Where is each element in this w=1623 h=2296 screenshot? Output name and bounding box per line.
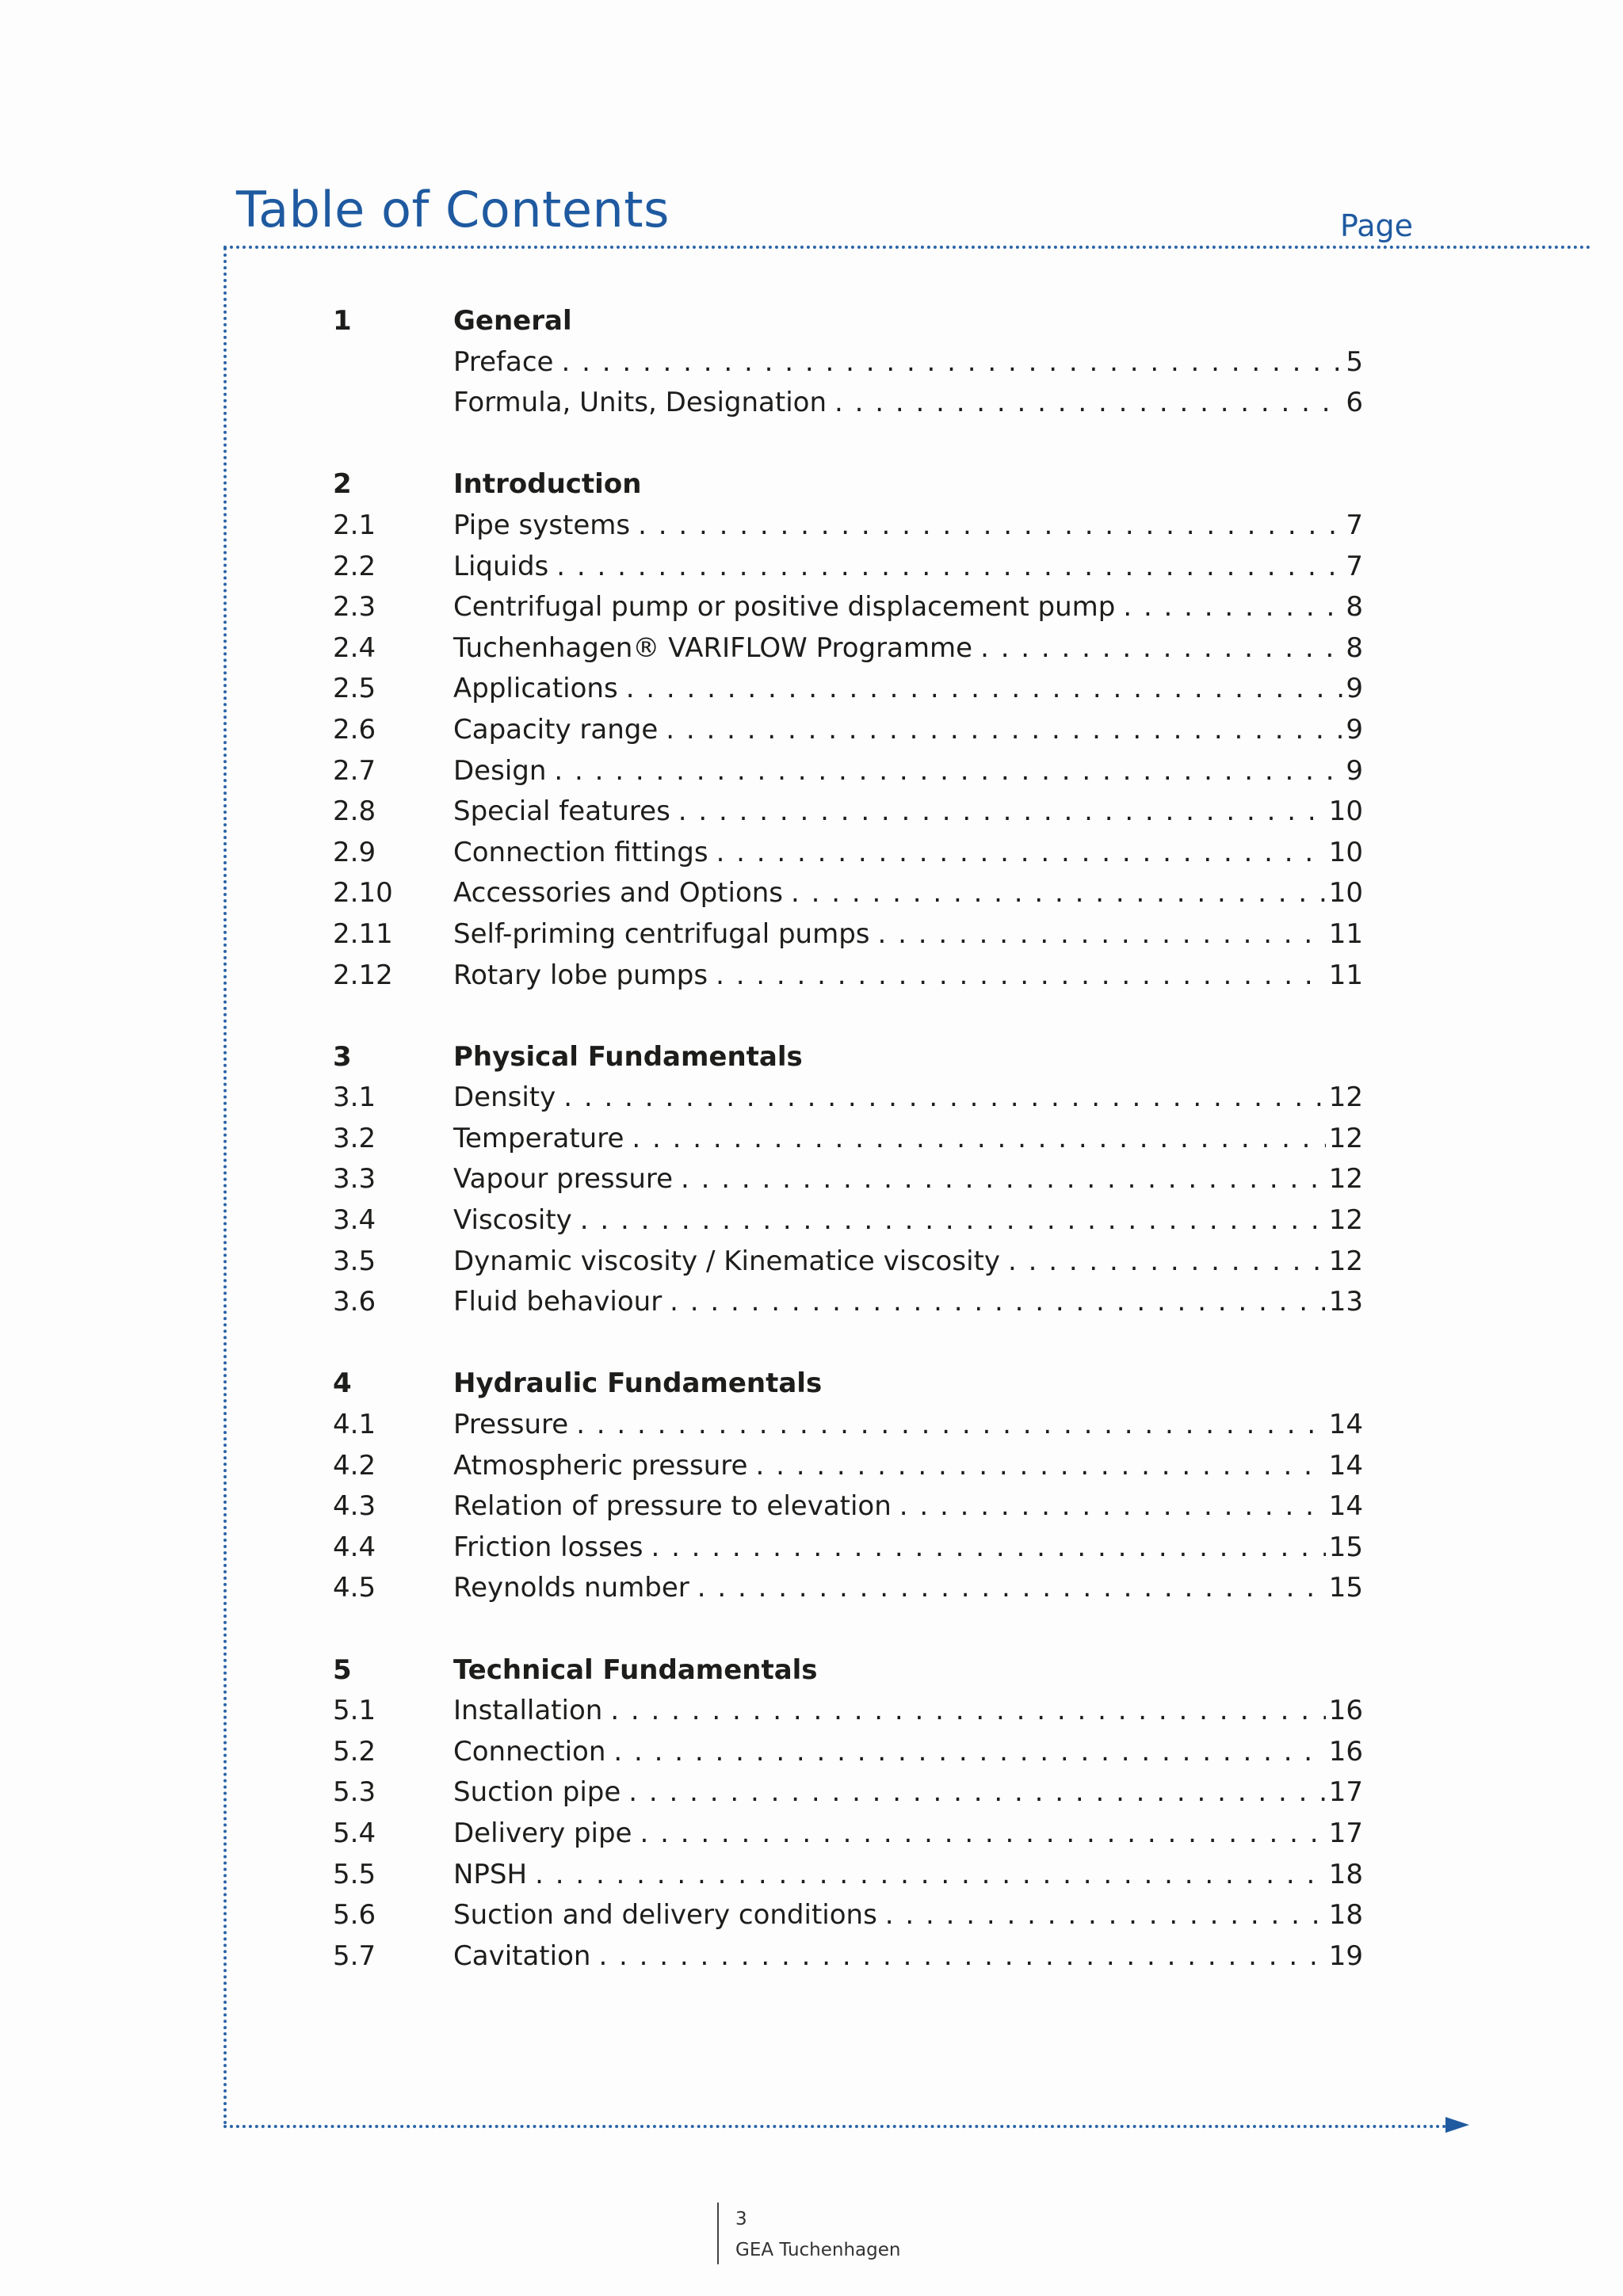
entry-page: 9 <box>1346 713 1363 746</box>
dot-leader <box>632 1119 1325 1160</box>
page-title: Table of Contents <box>236 181 670 238</box>
entry-label: Accessories and Options <box>453 877 784 910</box>
entry-number: 2.10 <box>333 877 393 910</box>
dot-leader <box>681 1159 1326 1200</box>
toc-entry[interactable] <box>333 1814 1363 1855</box>
section-number: 1 <box>333 305 352 337</box>
toc-entry[interactable] <box>333 669 1363 710</box>
entry-number: 3.2 <box>333 1122 376 1154</box>
entry-number: 2.3 <box>333 591 376 624</box>
section-heading[interactable] <box>333 1363 1363 1405</box>
entry-number: 2.5 <box>333 673 376 705</box>
toc-entry[interactable] <box>333 1241 1363 1283</box>
entry-page: 5 <box>1346 345 1363 378</box>
toc-entry[interactable] <box>333 547 1363 588</box>
entry-page: 6 <box>1346 387 1363 419</box>
entry-page: 17 <box>1328 1817 1363 1849</box>
section-number: 4 <box>333 1367 352 1400</box>
toc-section <box>333 464 1363 996</box>
toc-entry[interactable] <box>333 1936 1363 1978</box>
entry-page: 12 <box>1328 1245 1363 1277</box>
entry-page: 15 <box>1328 1531 1363 1563</box>
section-number: 2 <box>333 468 352 501</box>
dot-leader <box>554 751 1342 792</box>
entry-number: 4.2 <box>333 1449 376 1482</box>
entry-label: Temperature <box>453 1122 624 1154</box>
section-number: 3 <box>333 1040 352 1073</box>
toc-entry[interactable] <box>333 710 1363 751</box>
entry-label: Relation of pressure to elevation <box>453 1490 892 1523</box>
dot-leader <box>563 1077 1325 1119</box>
section-heading[interactable] <box>333 301 1363 342</box>
dot-leader <box>716 955 1326 997</box>
entry-number: 2.11 <box>333 917 393 950</box>
dot-leader <box>613 1732 1325 1773</box>
dot-leader <box>535 1855 1326 1896</box>
entry-label: Reynolds number <box>453 1572 689 1604</box>
toc-entry[interactable] <box>333 1119 1363 1160</box>
dot-leader <box>1123 587 1342 628</box>
toc-entry[interactable] <box>333 1527 1363 1569</box>
entry-label: Suction pipe <box>453 1776 621 1809</box>
dot-leader <box>716 833 1326 874</box>
toc-entry[interactable] <box>333 873 1363 914</box>
entry-number: 2.4 <box>333 631 376 664</box>
bottom-dotted-rule <box>223 2125 1447 2128</box>
entry-number: 5.3 <box>333 1776 376 1809</box>
entry-number: 5.6 <box>333 1899 376 1932</box>
entry-number: 2.7 <box>333 754 376 787</box>
entry-label: Atmospheric pressure <box>453 1449 748 1482</box>
toc-entry[interactable] <box>333 1772 1363 1814</box>
entry-label: Centrifugal pump or positive displacement pump <box>453 591 1116 624</box>
entry-number: 2.8 <box>333 795 376 828</box>
entry-number: 4.4 <box>333 1531 376 1563</box>
entry-label: Preface <box>453 345 554 378</box>
entry-label: Dynamic viscosity / Kinematice viscosity <box>453 1245 1000 1277</box>
entry-label: Self-priming centrifugal pumps <box>453 917 870 950</box>
entry-number: 3.6 <box>333 1286 376 1318</box>
entry-page: 14 <box>1328 1449 1363 1482</box>
dot-leader <box>576 1405 1326 1446</box>
toc-entry[interactable] <box>333 1568 1363 1609</box>
entry-page: 12 <box>1328 1122 1363 1154</box>
table-of-contents <box>333 301 1363 2018</box>
entry-label: Installation <box>453 1695 603 1727</box>
toc-entry[interactable] <box>333 1405 1363 1446</box>
entry-label: Pressure <box>453 1409 569 1441</box>
toc-entry[interactable] <box>333 587 1363 628</box>
page-column-label: Page <box>1340 208 1413 243</box>
entry-label: Capacity range <box>453 713 659 746</box>
entry-page: 12 <box>1328 1081 1363 1114</box>
entry-page: 8 <box>1346 631 1363 664</box>
toc-entry[interactable] <box>333 751 1363 792</box>
entry-number: 5.7 <box>333 1939 376 1972</box>
entry-page: 11 <box>1328 917 1363 950</box>
toc-section <box>333 301 1363 424</box>
toc-entry[interactable] <box>333 1732 1363 1773</box>
entry-number: 2.9 <box>333 836 376 868</box>
top-dotted-rule <box>223 246 1591 249</box>
toc-entry[interactable] <box>333 1282 1363 1323</box>
entry-label: Formula, Units, Designation <box>453 387 827 419</box>
entry-label: Viscosity <box>453 1204 572 1237</box>
toc-entry[interactable] <box>333 1486 1363 1527</box>
entry-label: Friction losses <box>453 1531 643 1563</box>
entry-number: 5.5 <box>333 1858 376 1890</box>
entry-page: 7 <box>1346 509 1363 541</box>
section-heading[interactable] <box>333 464 1363 505</box>
entry-page: 18 <box>1328 1858 1363 1890</box>
section-title: Technical Fundamentals <box>453 1653 818 1686</box>
entry-page: 15 <box>1328 1572 1363 1604</box>
entry-label: Density <box>453 1081 556 1114</box>
entry-label: Liquids <box>453 550 549 582</box>
toc-entry[interactable] <box>333 955 1363 997</box>
entry-number: 3.3 <box>333 1163 376 1196</box>
toc-section <box>333 1037 1363 1323</box>
entry-page: 16 <box>1328 1735 1363 1768</box>
entry-label: Rotary lobe pumps <box>453 959 708 991</box>
entry-label: Applications <box>453 673 618 705</box>
entry-label: NPSH <box>453 1858 528 1890</box>
entry-number: 4.1 <box>333 1409 376 1441</box>
entry-label: Pipe systems <box>453 509 631 541</box>
toc-section <box>333 1363 1363 1609</box>
entry-number: 5.2 <box>333 1735 376 1768</box>
entry-page: 9 <box>1346 673 1363 705</box>
entry-number: 4.5 <box>333 1572 376 1604</box>
dot-leader <box>1008 1241 1326 1283</box>
entry-number: 2.2 <box>333 550 376 582</box>
dot-leader <box>666 710 1342 751</box>
entry-page: 14 <box>1328 1409 1363 1441</box>
entry-page: 7 <box>1346 550 1363 582</box>
left-dotted-rule <box>223 247 227 2126</box>
dot-leader <box>878 914 1326 955</box>
section-number: 5 <box>333 1653 352 1686</box>
dot-leader <box>670 1282 1326 1323</box>
entry-number: 3.4 <box>333 1204 376 1237</box>
entry-number: 5.4 <box>333 1817 376 1849</box>
toc-entry[interactable] <box>333 1895 1363 1936</box>
toc-entry[interactable] <box>333 1077 1363 1119</box>
dot-leader <box>697 1568 1326 1609</box>
dot-leader <box>628 1772 1325 1814</box>
section-title: Physical Fundamentals <box>453 1040 803 1073</box>
entry-page: 8 <box>1346 591 1363 624</box>
toc-entry[interactable] <box>333 1446 1363 1487</box>
entry-label: Vapour pressure <box>453 1163 674 1196</box>
dot-leader <box>899 1486 1326 1527</box>
footer-page-number: 3 <box>735 2209 747 2229</box>
dot-leader <box>556 547 1342 588</box>
dot-leader <box>598 1936 1325 1978</box>
entry-number: 2.1 <box>333 509 376 541</box>
dot-leader <box>638 505 1342 547</box>
dot-leader <box>980 628 1342 669</box>
entry-label: Suction and delivery conditions <box>453 1899 877 1932</box>
entry-label: Fluid behaviour <box>453 1286 663 1318</box>
section-title: Introduction <box>453 468 642 501</box>
toc-entry[interactable] <box>333 1159 1363 1200</box>
entry-number: 2.6 <box>333 713 376 746</box>
entry-page: 14 <box>1328 1490 1363 1523</box>
entry-label: Design <box>453 754 547 787</box>
dot-leader <box>791 873 1326 914</box>
dot-leader <box>626 669 1343 710</box>
section-heading[interactable] <box>333 1037 1363 1078</box>
section-heading[interactable] <box>333 1650 1363 1691</box>
toc-entry[interactable] <box>333 1200 1363 1241</box>
toc-entry[interactable] <box>333 628 1363 669</box>
dot-leader <box>640 1814 1325 1855</box>
dot-leader <box>651 1527 1325 1569</box>
arrow-right-icon <box>1445 2117 1469 2133</box>
entry-number: 3.1 <box>333 1081 376 1114</box>
entry-page: 10 <box>1328 877 1363 910</box>
entry-number: 2.12 <box>333 959 393 991</box>
entry-label: Special features <box>453 795 670 828</box>
entry-label: Connection <box>453 1735 606 1768</box>
section-title: General <box>453 305 572 337</box>
entry-page: 18 <box>1328 1899 1363 1932</box>
dot-leader <box>561 342 1342 383</box>
toc-entry[interactable] <box>333 791 1363 833</box>
entry-page: 13 <box>1328 1286 1363 1318</box>
entry-page: 12 <box>1328 1204 1363 1237</box>
toc-entry[interactable] <box>333 383 1363 424</box>
dot-leader <box>834 383 1342 424</box>
entry-page: 9 <box>1346 754 1363 787</box>
dot-leader <box>755 1446 1325 1487</box>
entry-page: 19 <box>1328 1939 1363 1972</box>
toc-entry[interactable] <box>333 914 1363 955</box>
entry-label: Delivery pipe <box>453 1817 632 1849</box>
entry-page: 10 <box>1328 795 1363 828</box>
entry-label: Tuchenhagen® VARIFLOW Programme <box>453 631 973 664</box>
toc-entry[interactable] <box>333 1691 1363 1732</box>
dot-leader <box>580 1200 1326 1241</box>
dot-leader <box>885 1895 1326 1936</box>
entry-page: 12 <box>1328 1163 1363 1196</box>
entry-number: 4.3 <box>333 1490 376 1523</box>
toc-section <box>333 1650 1363 1978</box>
toc-entry[interactable] <box>333 505 1363 547</box>
entry-number: 3.5 <box>333 1245 376 1277</box>
footer-divider <box>717 2203 719 2264</box>
section-title: Hydraulic Fundamentals <box>453 1367 823 1400</box>
footer-company-name: GEA Tuchenhagen <box>735 2240 901 2260</box>
entry-page: 17 <box>1328 1776 1363 1809</box>
entry-page: 11 <box>1328 959 1363 991</box>
entry-label: Cavitation <box>453 1939 591 1972</box>
dot-leader <box>678 791 1326 833</box>
entry-page: 10 <box>1328 836 1363 868</box>
toc-entry[interactable] <box>333 342 1363 383</box>
entry-label: Connection fittings <box>453 836 708 868</box>
dot-leader <box>610 1691 1325 1732</box>
toc-entry[interactable] <box>333 1855 1363 1896</box>
entry-page: 16 <box>1328 1695 1363 1727</box>
toc-entry[interactable] <box>333 833 1363 874</box>
entry-number: 5.1 <box>333 1695 376 1727</box>
